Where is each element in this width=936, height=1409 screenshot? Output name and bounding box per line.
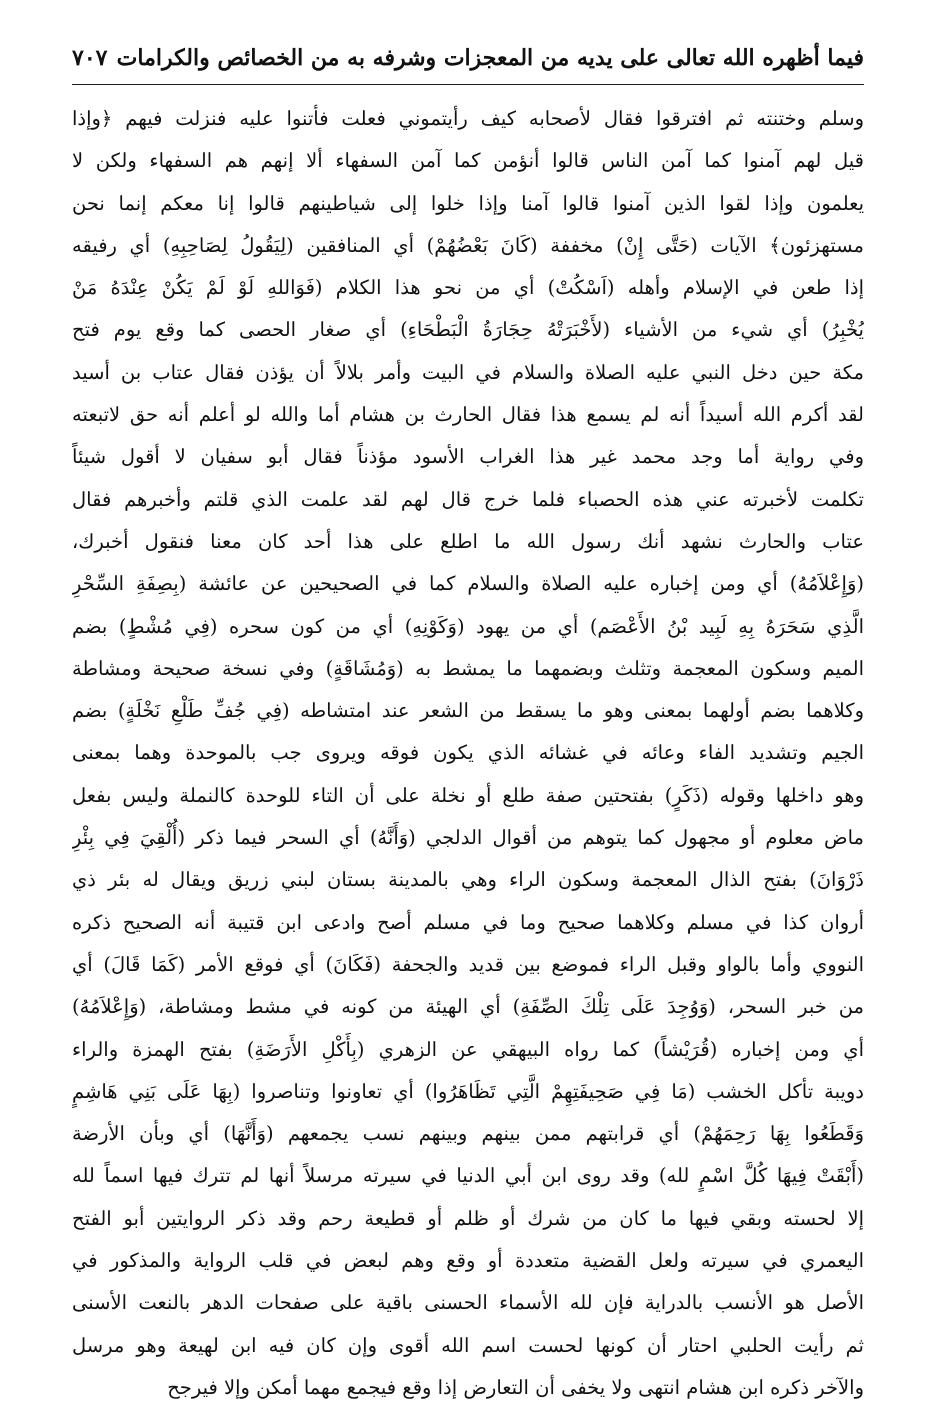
text-line: وَقَطَعُوا بِهَا رَحِمَهُمْ) أي قرابتهم ممن بينهم وبينهم نسب يجمعهم (وَأَنَّهَا) أي وبأن الأرضة — [72, 1122, 864, 1146]
text-line: أروان كذا في مسلم وكلاهما صحيح وما في مسلم أصح وادعى ابن قتيبة أنه الصحيح ذكره — [72, 910, 864, 934]
text-line: وهو داخلها وقوله (ذَكَرٍ) بفتحتين صفة طلع أو نخلة على أن التاء للوحدة كالنملة وليس بفعل — [72, 783, 864, 807]
header-rule — [72, 84, 864, 85]
text-line: (أَبْقَتْ فِيهَا كُلَّ اسْمٍ لله) وقد روى ابن أبي الدنيا في سيرته مرسلاً أنها لم تترك فيها اسماً لله — [72, 1164, 864, 1188]
text-line: أي ومن إخباره (قُرَيْشاً) كما رواه البيهقي عن الزهري (بِأَكْلِ الأَرَضَةِ) بفتح الهمزة والراء — [72, 1037, 864, 1061]
text-line: الميم وسكون المعجمة وتثلث وبضمهما ما يمشط به (وَمُشَاقَةٍ) وفي نسخة صحيحة ومشاطة — [72, 656, 864, 680]
text-line: من خبر السحر، (وَوُجِدَ عَلَى تِلْكَ الصِّفَةِ) أي الهيئة من كونه في مشط ومشاطة، (وَإِعْلاَمُهُ) — [72, 995, 864, 1019]
text-line: مكة حين دخل النبي عليه الصلاة والسلام في البيت وأمر بلالاً أن يؤذن فقال عتاب بن أسيد — [72, 360, 864, 384]
text-line: مستهزئون﴾ الآيات (حَتَّى إِنْ) مخففة (كَانَ بَعْضُهُمْ) أي المنافقين (لِيَقُولُ لِصَاحِبِهِ) أي رفيقه — [72, 233, 864, 257]
page-number: ٧٠٧ — [72, 45, 108, 71]
text-line: يُخْبِرُ) أي شيء من الأشياء (لأَخْبَرَتْهُ حِجَارَةُ الْبَطْحَاءِ) أي صغار الحصى كما وقع يوم فتح — [72, 318, 864, 342]
text-line: اليعمري في سيرته ولعل القضية متعددة أو وقع وهم لبعض في قلب الرواية والمذكور في — [72, 1249, 864, 1273]
text-line: يعلمون وإذا لقوا الذين آمنوا قالوا آمنا وإذا خلوا إلى شياطينهم قالوا إنا معكم إنما نحن — [72, 191, 864, 215]
text-line: والآخر ذكره ابن هشام انتهى ولا يخفى أن التعارض إذا وقع فيجمع مهما أمكن وإلا فيرجح — [167, 1375, 864, 1399]
text-line: إذا طعن في الإسلام وأهله (اَسْكُتْ) أي من نحو هذا الكلام (فَوَاللهِ لَوْ لَمْ يَكُنْ عِنْدَهُ مَنْ — [72, 276, 864, 300]
text-line: إلا لحسته وبقي فيها ما كان من شرك أو ظلم أو قطيعة رحم وقد ذكر الروايتين أبو الفتح — [72, 1206, 864, 1230]
text-line: النووي وأما بالواو وقبل الراء فموضع بين قديد والجحفة (فَكَانَ) أي فوقع الأمر (كَمَا قَالَ) أي — [72, 952, 864, 976]
text-line: دويبة تأكل الخشب (مَا فِي صَحِيفَتِهِمْ الَّتِي تَظَاهَرُوا) أي تعاونوا وتناصروا (بِهَا عَلَى بَنِي هَاشِمٍ — [72, 1079, 864, 1103]
text-line: ثم رأيت الحلبي احتار أن كونها لحست اسم الله أقوى وإن كان فيه ابن لهيعة وهو مرسل — [72, 1333, 864, 1357]
text-line: عتاب والحارث نشهد أنك رسول الله ما اطلع على هذا أحد كان معنا فنقول أخبرك، — [72, 529, 864, 553]
running-title: فيما أظهره الله تعالى على يديه من المعجزات وشرفه به من الخصائص والكرامات — [116, 45, 864, 71]
body-text — [72, 98, 864, 1409]
text-line: الأصل هو الأنسب بالدراية فإن لله الأسماء الحسنى باقية على صفحات الدهر بالنعت الأسنى — [72, 1291, 864, 1315]
text-line: الجيم وتشديد الفاء وعائه في غشائه الذي يكون فوقه ويروى جب بالموحدة وهما بمعنى — [72, 741, 864, 765]
text-line: وكلاهما بضم أولهما بمعنى وهو ما يسقط من الشعر عند امتشاطه (فِي جُفِّ طَلْعِ نَخْلَةٍ) بضم — [72, 699, 864, 723]
text-line: الَّذِي سَحَرَهُ بِهِ لَبِيد بْنُ الأَعْصَم) أي من يهود (وَكَوْنِهِ) أي من كون سحره (فِي مُشْطٍ) بضم — [72, 614, 864, 638]
text-line: (وَإِعْلاَمُهُ) أي ومن إخباره عليه الصلاة والسلام كما في الصحيحين عن عائشة (بِصِفَةِ السِّحْرِ — [72, 572, 864, 596]
page-header — [72, 38, 864, 78]
text-line: وسلم وختنته ثم افترقوا فقال لأصحابه كيف رأيتموني فعلت فأتنوا عليه فنزلت فيهم ﴿وإذا — [72, 107, 864, 130]
text-line: ذَرْوَانَ) بفتح الذال المعجمة وسكون الراء وهي بالمدينة بستان لبني زريق ويقال له بئر ذي — [72, 868, 864, 892]
text-line: ماض معلوم أو مجهول كما يتوهم من أقوال الدلجي (وَأَنَّهُ) أي السحر فيما ذكر (أُلْقِيَ فِي بِئْرِ — [72, 826, 864, 850]
text-line: قيل لهم آمنوا كما آمن الناس قالوا أنؤمن كما آمن السفهاء ألا إنهم هم السفهاء ولكن لا — [72, 149, 864, 173]
text-line: تكلمت لأخبرته عني هذه الحصباء فلما خرج قال لهم لقد علمت الذي قلتم وأخبرهم فقال — [72, 487, 864, 511]
text-line: لقد أكرم الله أسيداً أنه لم يسمع هذا فقال الحارث بن هشام أما والله لو أعلم أنه حق لاتبعته — [72, 403, 864, 427]
text-line: وفي رواية أما وجد محمد غير هذا الغراب الأسود مؤذناً فقال أبو سفيان لا أقول شيئاً — [72, 445, 864, 469]
